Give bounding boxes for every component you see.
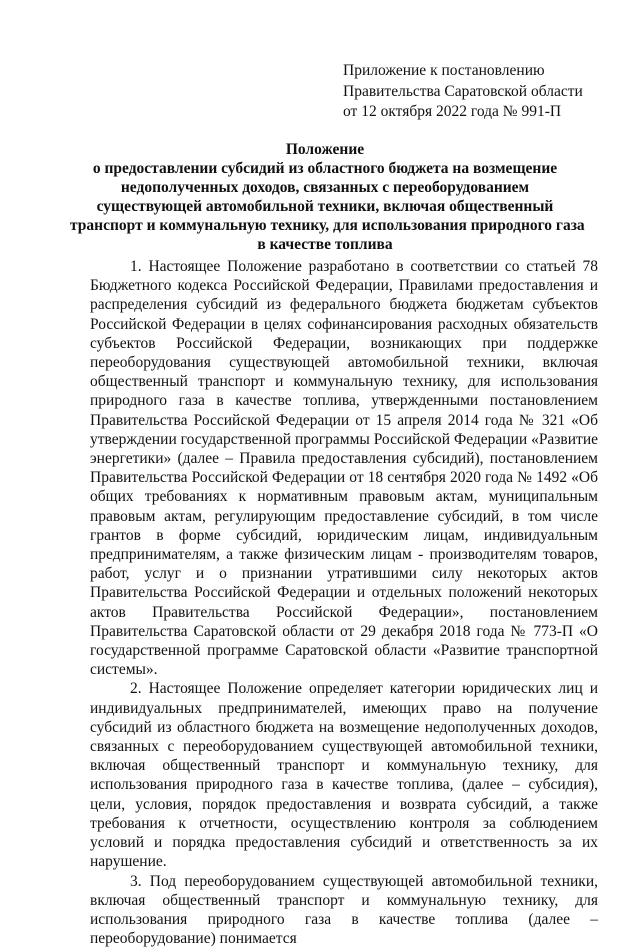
paragraph-2: 2. Настоящее Положение определяет категории юридических лиц и индивидуальных предпринимателей, имеющих право на получение субсидий из областного бюджета на возмещение недополученных доходов, связанных с переоборудованием существующей автомобильной техники, включая общественный транспорт и коммунальную технику, для использования природного газа в качестве топлива, (далее – субсидия), цели, условия, порядок предоставления и возврата субсидий, а также требования к отчетности, осуществлению контроля за соблюдением условий и порядка предоставления субсидий и ответственность за их нарушение.	[90, 679, 598, 871]
appendix-line-2: Правительства Саратовской области	[343, 82, 583, 103]
title-line-2: о предоставлении субсидий из областного бюджета на возмещение	[70, 159, 580, 178]
title-line-4: существующей автомобильной техники, включая общественный	[70, 197, 580, 216]
title-line-6: в качестве топлива	[70, 235, 580, 254]
title-line-5: транспорт и коммунальную технику, для использования природного газа	[70, 216, 580, 235]
title-line-3: недополученных доходов, связанных с переоборудованием	[70, 178, 580, 197]
appendix-header	[343, 61, 583, 123]
title-line-1: Положение	[70, 140, 580, 159]
paragraph-1: 1. Настоящее Положение разработано в соответствии со статьей 78 Бюджетного кодекса Российской Федерации, Правилами предоставления и распределения субсидий из федерального бюджета бюджетам субъектов Российской Федерации в целях софинансирования расходных обязательств субъектов Российской Федерации, возникающих при поддержке переоборудования существующей автомобильной техники, включая общественный транспорт и коммунальную технику, для использования природного газа в качестве топлива, утвержденными постановлением Правительства Российской Федерации от 15 апреля 2014 года № 321 «Об утверждении государственной программы Российской Федерации «Развитие энергетики» (далее – Правила предоставления субсидий), постановлением Правительства Российской Федерации от 18 сентября 2020 года № 1492 «Об общих требованиях к нормативным правовым актам, муниципальным правовым актам, регулирующим предоставление субсидий, в том числе грантов в форме субсидий, юридическим лицам, индивидуальным предпринимателям, а также физическим лицам - производителям товаров, работ, услуг и о признании утратившими силу некоторых актов Правительства Российской Федерации и отдельных положений некоторых актов Правительства Российской Федерации», постановлением Правительства Саратовской области от 29 декабря 2018 года № 773-П «О государственной программе Саратовской области «Развитие транспортной системы».	[90, 257, 598, 679]
appendix-line-1: Приложение к постановлению	[343, 61, 583, 82]
document-body	[90, 257, 598, 948]
paragraph-3: 3. Под переоборудованием существующей автомобильной техники, включая общественный транспорт и коммунальную технику, для использования природного газа в качестве топлива (далее – переоборудование) понимается	[90, 872, 598, 948]
document-title	[70, 140, 580, 254]
appendix-line-3: от 12 октября 2022 года № 991-П	[343, 102, 583, 123]
